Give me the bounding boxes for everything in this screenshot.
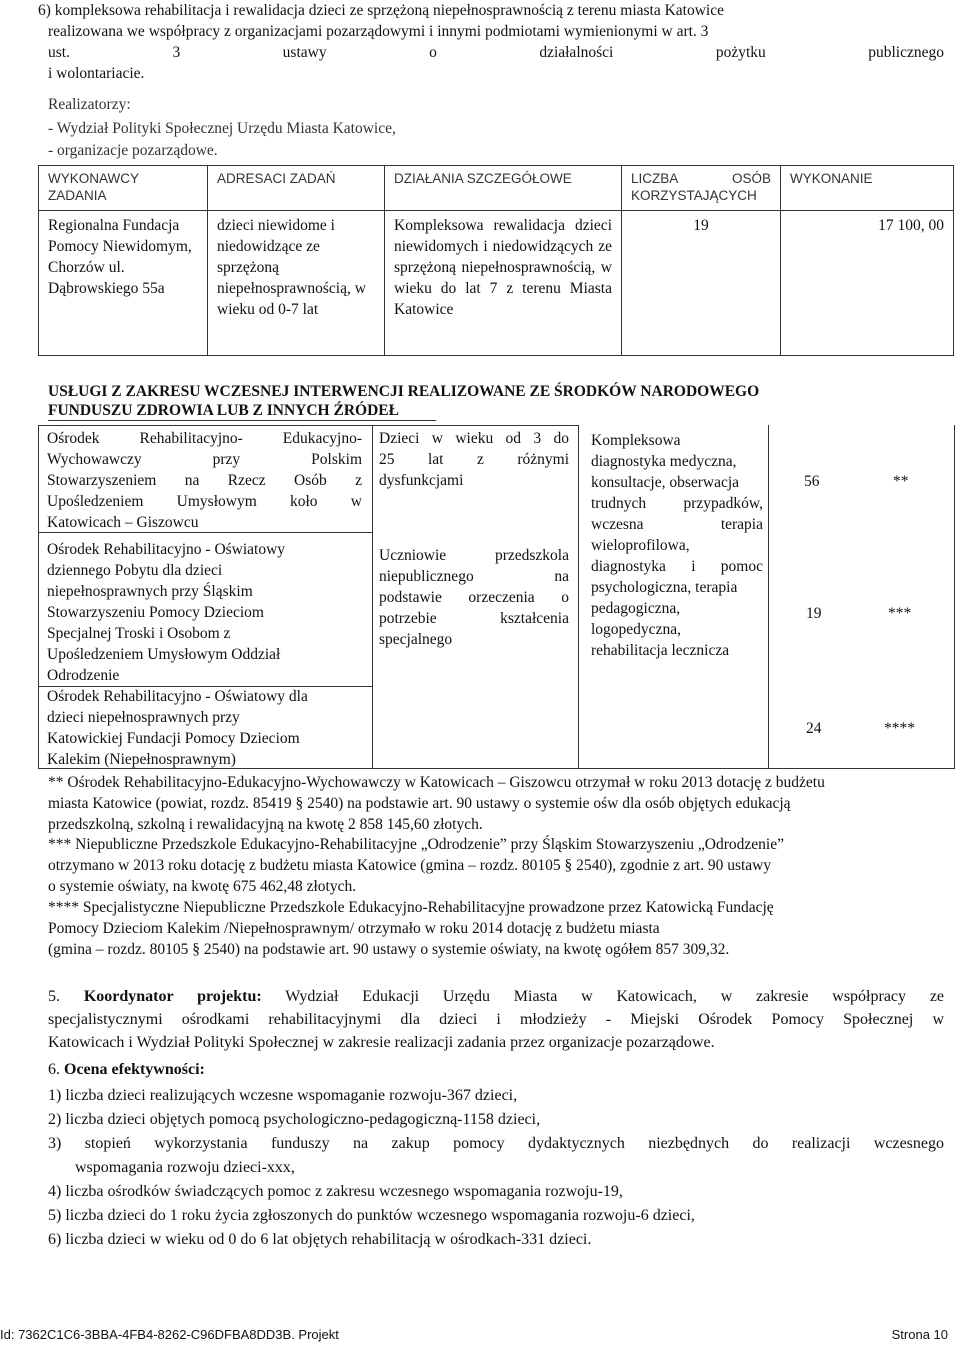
- osrodek-2-line: niepełnosprawnych przy Śląskim: [47, 583, 253, 600]
- adresaci-1: [379, 428, 569, 491]
- ocena-label: Ocena efektywności:: [64, 1061, 205, 1078]
- osrodek-1-line: Stowarzyszeniem na Rzecz Osób z: [47, 472, 362, 489]
- grid-col-1: [372, 425, 373, 769]
- realizator-2: - organizacje pozarządowe.: [48, 142, 218, 159]
- koordynator-text-1: Wydział Edukacji Urzędu Miasta w Katowicach, w zakresie współpracy ze: [285, 988, 945, 1005]
- adresaci-2: [379, 545, 569, 650]
- note-1-line-2: miasta Katowice (powiat, rozdz. 85419 § 2540) na podstawie art. 90 ustawy o systemie ośw dla osób objętych edukacją: [48, 795, 791, 812]
- cell-adresaci-text: dzieci niewidome i niedowidzące ze sprzężoną niepełnosprawnością, w: [217, 217, 366, 297]
- section2-title-1: USŁUGI Z ZAKRESU WCZESNEJ INTERWENCJI REALIZOWANE ZE ŚRODKÓW NARODOWEGO: [48, 383, 760, 400]
- dzialania-line: wieloprofilowa,: [591, 537, 690, 554]
- grid-top-left: [38, 425, 578, 426]
- osrodek-2-line: dziennego Pobytu dla dzieci: [47, 562, 223, 579]
- intro-line-4: i wolontariacie.: [48, 65, 145, 82]
- ocena-item-4: 4) liczba ośrodków świadczących pomoc z zakresu wczesnego wspomagania rozwoju-19,: [48, 1183, 623, 1200]
- dzialania-line: Kompleksowa: [591, 432, 681, 449]
- dzialania-line: trudnych przypadków,: [591, 495, 763, 512]
- footer-id: Id: 7362C1C6-3BBA-4FB4-8262-C96DFBA8DD3B. Projekt: [0, 1327, 339, 1342]
- header-dzialania: DZIAŁANIA SZCZEGÓŁOWE: [385, 166, 622, 211]
- adresaci-1-line: 25 lat z różnymi: [379, 451, 569, 468]
- footnote-mark-3: ****: [884, 720, 915, 737]
- realizatorzy-label: Realizatorzy:: [48, 96, 131, 113]
- osrodek-2-line: Upośledzeniem Umysłowym Oddział: [47, 646, 281, 663]
- cell-dzialania: Kompleksowa rewalidacja dzieci niewidomych i niedowidzących ze sprzężoną niepełnosprawnością, w wieku do lat 7 z terenu Miasta Katowice: [385, 211, 622, 356]
- dzialania-line: rehabilitacja lecznicza: [591, 642, 730, 659]
- note-3-line-2: Pomocy Dzieciom Kalekim /Niepełnosprawnym/ otrzymało w roku 2014 dotację z budżetu miasta: [48, 920, 660, 937]
- osrodek-3-line: Katowickiej Fundacji Pomocy Dzieciom: [47, 730, 300, 747]
- dzialania-line: wczesna terapia: [591, 516, 763, 533]
- osrodek-2-line: Specjalnej Troski i Osobom z: [47, 625, 231, 642]
- intro-line-2: realizowana we współpracy z organizacjami pozarządowymi i innymi podmiotami wymienionymi w art. 3: [48, 23, 709, 40]
- koordynator-line-1: [48, 986, 944, 1007]
- dzialania-line: diagnostyka i pomoc: [591, 558, 763, 575]
- osrodek-1: [47, 428, 362, 533]
- intro-line-3: ust. 3 ustawy o działalności pożytku publicznego: [48, 44, 944, 61]
- grid-left: [38, 425, 39, 769]
- cell-adresaci-age: wieku od 0-7 lat: [217, 301, 319, 318]
- count-3: 24: [806, 720, 822, 737]
- note-3-line-3: (gmina – rozdz. 80105 § 2540) na podstawie art. 90 ustawy o systemie oświaty, na kwotę ogółem 857 309,32.: [48, 941, 730, 958]
- adresaci-2-line: Uczniowie przedszkola: [379, 547, 569, 564]
- header-liczba: LICZBA OSÓB KORZYSTAJĄCYCH: [622, 166, 781, 211]
- cell-wykonawca: Regionalna Fundacja Pomocy Niewidomym, Chorzów ul. Dąbrowskiego 55a: [39, 211, 208, 356]
- osrodek-2-line: Ośrodek Rehabilitacyjno - Oświatowy: [47, 541, 286, 558]
- table-header-row: [39, 166, 954, 211]
- koordynator-line-2: specjalistycznymi ośrodkami rehabilitacyjnymi dla dzieci i młodzieży - Miejski Ośrodek Pomocy Społecznej w: [48, 1011, 944, 1028]
- osrodek-3-line: Kalekim (Niepełnosprawnym): [47, 751, 236, 768]
- count-2: 19: [806, 605, 822, 622]
- note-1-line-3: przedszkolną, szkolną i rewalidacyjną na kwotę 2 858 145,60 złotych.: [48, 816, 483, 833]
- note-1-line-1: ** Ośrodek Rehabilitacyjno-Edukacyjno-Wychowawczy w Katowicach – Giszowcu otrzymał w roku 2013 dotację z budżetu: [48, 774, 825, 791]
- osrodek-3: [47, 686, 362, 770]
- grid-col-2: [578, 425, 579, 769]
- ocena-item-6: 6) liczba dzieci w wieku od 0 do 6 lat objętych rehabilitacją w ośrodkach-331 dzieci.: [48, 1231, 592, 1248]
- section2-title-2: FUNDUSZU ZDROWIA LUB Z INNYCH ŹRÓDEŁ: [48, 402, 399, 419]
- table-row: [39, 211, 954, 356]
- note-3-line-1: **** Specjalistyczne Niepubliczne Przedszkole Edukacyjno-Rehabilitacyjne prowadzone przez Katowicką Fundację: [48, 899, 774, 916]
- ocena-item-5: 5) liczba dzieci do 1 roku życia zgłoszonych do punktów wczesnego wspomagania rozwoju-6 dzieci,: [48, 1207, 695, 1224]
- executors-table: [38, 165, 954, 356]
- header-adresaci: ADRESACI ZADAŃ: [208, 166, 385, 211]
- header-wykonawcy: WYKONAWCY ZADANIA: [39, 166, 208, 211]
- osrodek-2: [47, 539, 362, 686]
- osrodek-1-line: Upośledzeniem Umysłowym koło w: [47, 493, 362, 510]
- osrodek-1-line: Katowicach – Giszowcu: [47, 514, 199, 531]
- ocena-heading: [48, 1059, 205, 1080]
- ocena-num: 6.: [48, 1061, 60, 1078]
- ocena-item-3-cont: wspomagania rozwoju dzieci-xxx,: [75, 1159, 295, 1176]
- note-2-line-1: *** Niepubliczne Przedszkole Edukacyjno-Rehabilitacyjne „Odrodzenie” przy Śląskim Stowarzyszeniu „Odrodzenie”: [48, 836, 784, 853]
- osrodek-2-line: Odrodzenie: [47, 667, 120, 684]
- dzialania-line: psychologiczna, terapia: [591, 579, 738, 596]
- dzialania-cell: [591, 430, 763, 661]
- osrodek-2-line: Stowarzyszeniu Pomocy Dzieciom: [47, 604, 264, 621]
- osrodek-3-line: Ośrodek Rehabilitacyjno - Oświatowy dla: [47, 688, 308, 705]
- adresaci-2-line: podstawie orzeczenia o: [379, 589, 569, 606]
- realizator-1: - Wydział Polityki Społecznej Urzędu Miasta Katowice,: [48, 120, 396, 137]
- koordynator-line-3: Katowicach i Wydział Polityki Społecznej w zakresie realizacji zadania przez organizacje pozarządowe.: [48, 1034, 715, 1051]
- ocena-item-3: 3) stopień wykorzystania funduszy na zakup pomocy dydaktycznych niezbędnych do realizacji wczesnego: [48, 1135, 944, 1152]
- adresaci-1-line: Dzieci w wieku od 3 do: [379, 430, 569, 447]
- ocena-item-1: 1) liczba dzieci realizujących wczesne wspomaganie rozwoju-367 dzieci,: [48, 1087, 518, 1104]
- cell-wykonanie: 17 100, 00: [781, 211, 954, 356]
- header-wykonanie: WYKONANIE: [781, 166, 954, 211]
- count-1: 56: [804, 473, 820, 490]
- grid-col-3: [768, 425, 769, 769]
- dzialania-line: diagnostyka medyczna,: [591, 453, 737, 470]
- cell-adresaci: [208, 211, 385, 356]
- koordynator-label: Koordynator projektu:: [83, 988, 262, 1005]
- adresaci-2-line: potrzebie kształcenia: [379, 610, 569, 627]
- osrodek-1-line: Ośrodek Rehabilitacyjno- Edukacyjno-: [47, 430, 362, 447]
- footnote-mark-2: ***: [888, 605, 912, 622]
- note-2-line-3: o systemie oświaty, na kwotę 675 462,48 złotych.: [48, 878, 357, 895]
- title-underline: [48, 420, 436, 421]
- note-2-line-2: otrzymano w 2013 roku dotację z budżetu miasta Katowice (gmina – rozdz. 80105 § 2540), zgodnie z art. 90 ustawy: [48, 857, 772, 874]
- osrodek-1-line: Wychowawczy przy Polskim: [47, 451, 362, 468]
- dzialania-line: pedagogiczna,: [591, 600, 681, 617]
- grid-right: [954, 425, 955, 769]
- footer-page: Strona 10: [891, 1327, 948, 1342]
- adresaci-2-line: niepublicznego na: [379, 568, 569, 585]
- osrodek-3-line: dzieci niepełnosprawnych przy: [47, 709, 240, 726]
- dzialania-line: logopedyczna,: [591, 621, 681, 638]
- dzialania-line: konsultacje, obserwacja: [591, 474, 740, 491]
- cell-liczba: 19: [622, 211, 781, 356]
- intro-line-1: 6) kompleksowa rehabilitacja i rewalidacja dzieci ze sprzężoną niepełnosprawnością z terenu miasta Katowice: [38, 2, 724, 19]
- adresaci-1-line: dysfunkcjami: [379, 472, 464, 489]
- koordynator-num: 5.: [48, 988, 60, 1005]
- ocena-item-2: 2) liczba dzieci objętych pomocą psychologiczno-pedagogiczną-1158 dzieci,: [48, 1111, 541, 1128]
- footnote-mark-1: **: [893, 473, 909, 490]
- adresaci-2-line: specjalnego: [379, 631, 453, 648]
